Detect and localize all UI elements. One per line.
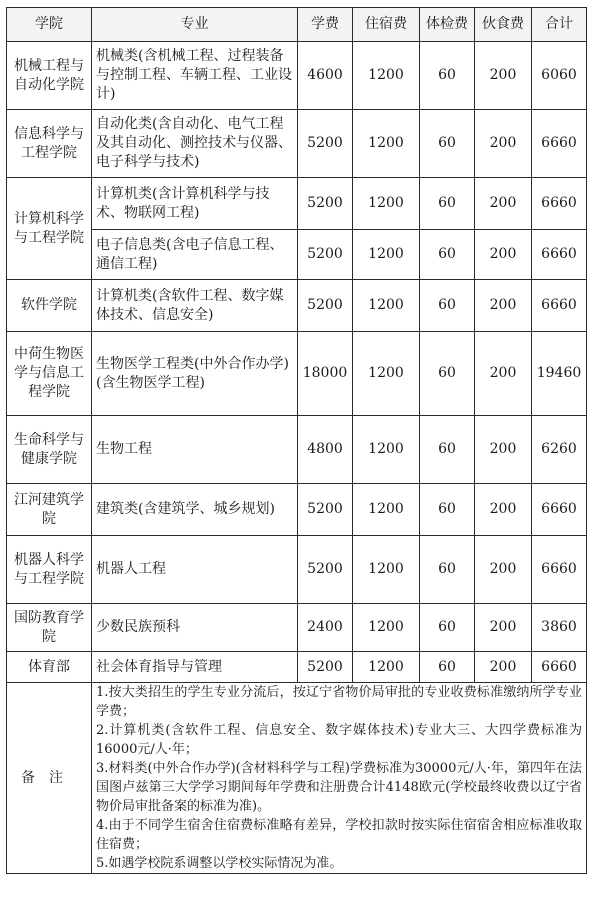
accommodation-cell: 1200: [353, 536, 420, 604]
physical-exam-cell: 60: [420, 652, 475, 683]
note-item: 5.如遇学校院系调整以学校实际情况为准。: [96, 856, 343, 871]
table-row: [7, 652, 587, 683]
header-meals: 伙食费: [475, 8, 532, 42]
total-cell: 6660: [532, 652, 587, 683]
table-row: [7, 230, 587, 280]
table-row: [7, 332, 587, 416]
college-cell: 江河建筑学院: [7, 484, 92, 536]
physical-exam-cell: 60: [420, 110, 475, 178]
accommodation-cell: 1200: [353, 178, 420, 230]
major-cell: 机器人工程: [92, 536, 298, 604]
meals-cell: 200: [475, 110, 532, 178]
physical-exam-cell: 60: [420, 178, 475, 230]
tuition-cell: 5200: [298, 280, 353, 332]
table-row: [7, 110, 587, 178]
tuition-cell: 2400: [298, 604, 353, 652]
table-row: [7, 280, 587, 332]
fee-table: [6, 7, 587, 874]
total-cell: 6660: [532, 110, 587, 178]
meals-cell: 200: [475, 484, 532, 536]
total-cell: 6660: [532, 280, 587, 332]
total-cell: 6660: [532, 484, 587, 536]
meals-cell: 200: [475, 178, 532, 230]
physical-exam-cell: 60: [420, 230, 475, 280]
major-cell: 生物医学工程类(中外合作办学)(含生物医学工程): [92, 332, 298, 416]
college-cell: 国防教育学院: [7, 604, 92, 652]
total-cell: 3860: [532, 604, 587, 652]
meals-cell: 200: [475, 332, 532, 416]
major-cell: 机械类(含机械工程、过程装备与控制工程、车辆工程、工业设计): [92, 42, 298, 110]
tuition-cell: 5200: [298, 484, 353, 536]
physical-exam-cell: 60: [420, 484, 475, 536]
accommodation-cell: 1200: [353, 230, 420, 280]
header-total: 合计: [532, 8, 587, 42]
header-accommodation: 住宿费: [353, 8, 420, 42]
meals-cell: 200: [475, 230, 532, 280]
accommodation-cell: 1200: [353, 604, 420, 652]
accommodation-cell: 1200: [353, 42, 420, 110]
meals-cell: 200: [475, 604, 532, 652]
meals-cell: 200: [475, 42, 532, 110]
notes-row: [7, 683, 587, 874]
tuition-cell: 5200: [298, 536, 353, 604]
major-cell: 社会体育指导与管理: [92, 652, 298, 683]
total-cell: 6660: [532, 178, 587, 230]
college-cell: 软件学院: [7, 280, 92, 332]
major-cell: 电子信息类(含电子信息工程、通信工程): [92, 230, 298, 280]
major-cell: 计算机类(含软件工程、数字媒体技术、信息安全): [92, 280, 298, 332]
college-cell: 生命科学与健康学院: [7, 416, 92, 484]
accommodation-cell: 1200: [353, 484, 420, 536]
college-cell: 中荷生物医学与信息工程学院: [7, 332, 92, 416]
meals-cell: 200: [475, 536, 532, 604]
tuition-cell: 4800: [298, 416, 353, 484]
header-college: 学院: [7, 8, 92, 42]
major-cell: 少数民族预科: [92, 604, 298, 652]
header-row: [7, 8, 587, 42]
table-row: [7, 604, 587, 652]
note-item: 4.由于不同学生宿舍住宿费标准略有差异，学校扣款时按实际住宿宿舍相应标准收取住宿费；: [96, 818, 582, 852]
total-cell: 6060: [532, 42, 587, 110]
tuition-cell: 5200: [298, 178, 353, 230]
meals-cell: 200: [475, 416, 532, 484]
total-cell: 6260: [532, 416, 587, 484]
header-physical-exam: 体检费: [420, 8, 475, 42]
accommodation-cell: 1200: [353, 110, 420, 178]
table-row: [7, 42, 587, 110]
college-cell: 信息科学与工程学院: [7, 110, 92, 178]
accommodation-cell: 1200: [353, 652, 420, 683]
total-cell: 19460: [532, 332, 587, 416]
major-cell: 自动化类(含自动化、电气工程及其自动化、测控技术与仪器、电子科学与技术): [92, 110, 298, 178]
accommodation-cell: 1200: [353, 332, 420, 416]
meals-cell: 200: [475, 280, 532, 332]
tuition-cell: 5200: [298, 110, 353, 178]
tuition-cell: 18000: [298, 332, 353, 416]
physical-exam-cell: 60: [420, 416, 475, 484]
tuition-cell: 5200: [298, 230, 353, 280]
physical-exam-cell: 60: [420, 332, 475, 416]
total-cell: 6660: [532, 536, 587, 604]
total-cell: 6660: [532, 230, 587, 280]
college-cell: 机器人科学与工程学院: [7, 536, 92, 604]
note-item: 3.材料类(中外合作办学)(含材料科学与工程)学费标准为30000元/人·年，第四年在法国图卢兹第三大学学习期间每年学费和注册费合计4148欧元(学校最终收费以辽宁省物价局审批备案的标准为准)。: [96, 761, 582, 814]
accommodation-cell: 1200: [353, 416, 420, 484]
note-item: 1.按大类招生的学生专业分流后，按辽宁省物价局审批的专业收费标准缴纳所学专业学费；: [96, 685, 582, 719]
college-cell: 体育部: [7, 652, 92, 683]
major-cell: 生物工程: [92, 416, 298, 484]
major-cell: 建筑类(含建筑学、城乡规划): [92, 484, 298, 536]
notes-label: 备注: [7, 683, 92, 874]
physical-exam-cell: 60: [420, 42, 475, 110]
tuition-cell: 5200: [298, 652, 353, 683]
table-row: [7, 536, 587, 604]
college-cell: 机械工程与自动化学院: [7, 42, 92, 110]
table-row: [7, 416, 587, 484]
major-cell: 计算机类(含计算机科学与技术、物联网工程): [92, 178, 298, 230]
table-row: [7, 178, 587, 230]
accommodation-cell: 1200: [353, 280, 420, 332]
meals-cell: 200: [475, 652, 532, 683]
physical-exam-cell: 60: [420, 280, 475, 332]
table-row: [7, 484, 587, 536]
note-item: 2.计算机类(含软件工程、信息安全、数字媒体技术)专业大三、大四学费标准为16000元/人·年；: [96, 723, 582, 757]
physical-exam-cell: 60: [420, 604, 475, 652]
college-cell: 计算机科学与工程学院: [7, 178, 92, 280]
header-major: 专业: [92, 8, 298, 42]
tuition-cell: 4600: [298, 42, 353, 110]
notes-body: [92, 683, 587, 874]
header-tuition: 学费: [298, 8, 353, 42]
physical-exam-cell: 60: [420, 536, 475, 604]
